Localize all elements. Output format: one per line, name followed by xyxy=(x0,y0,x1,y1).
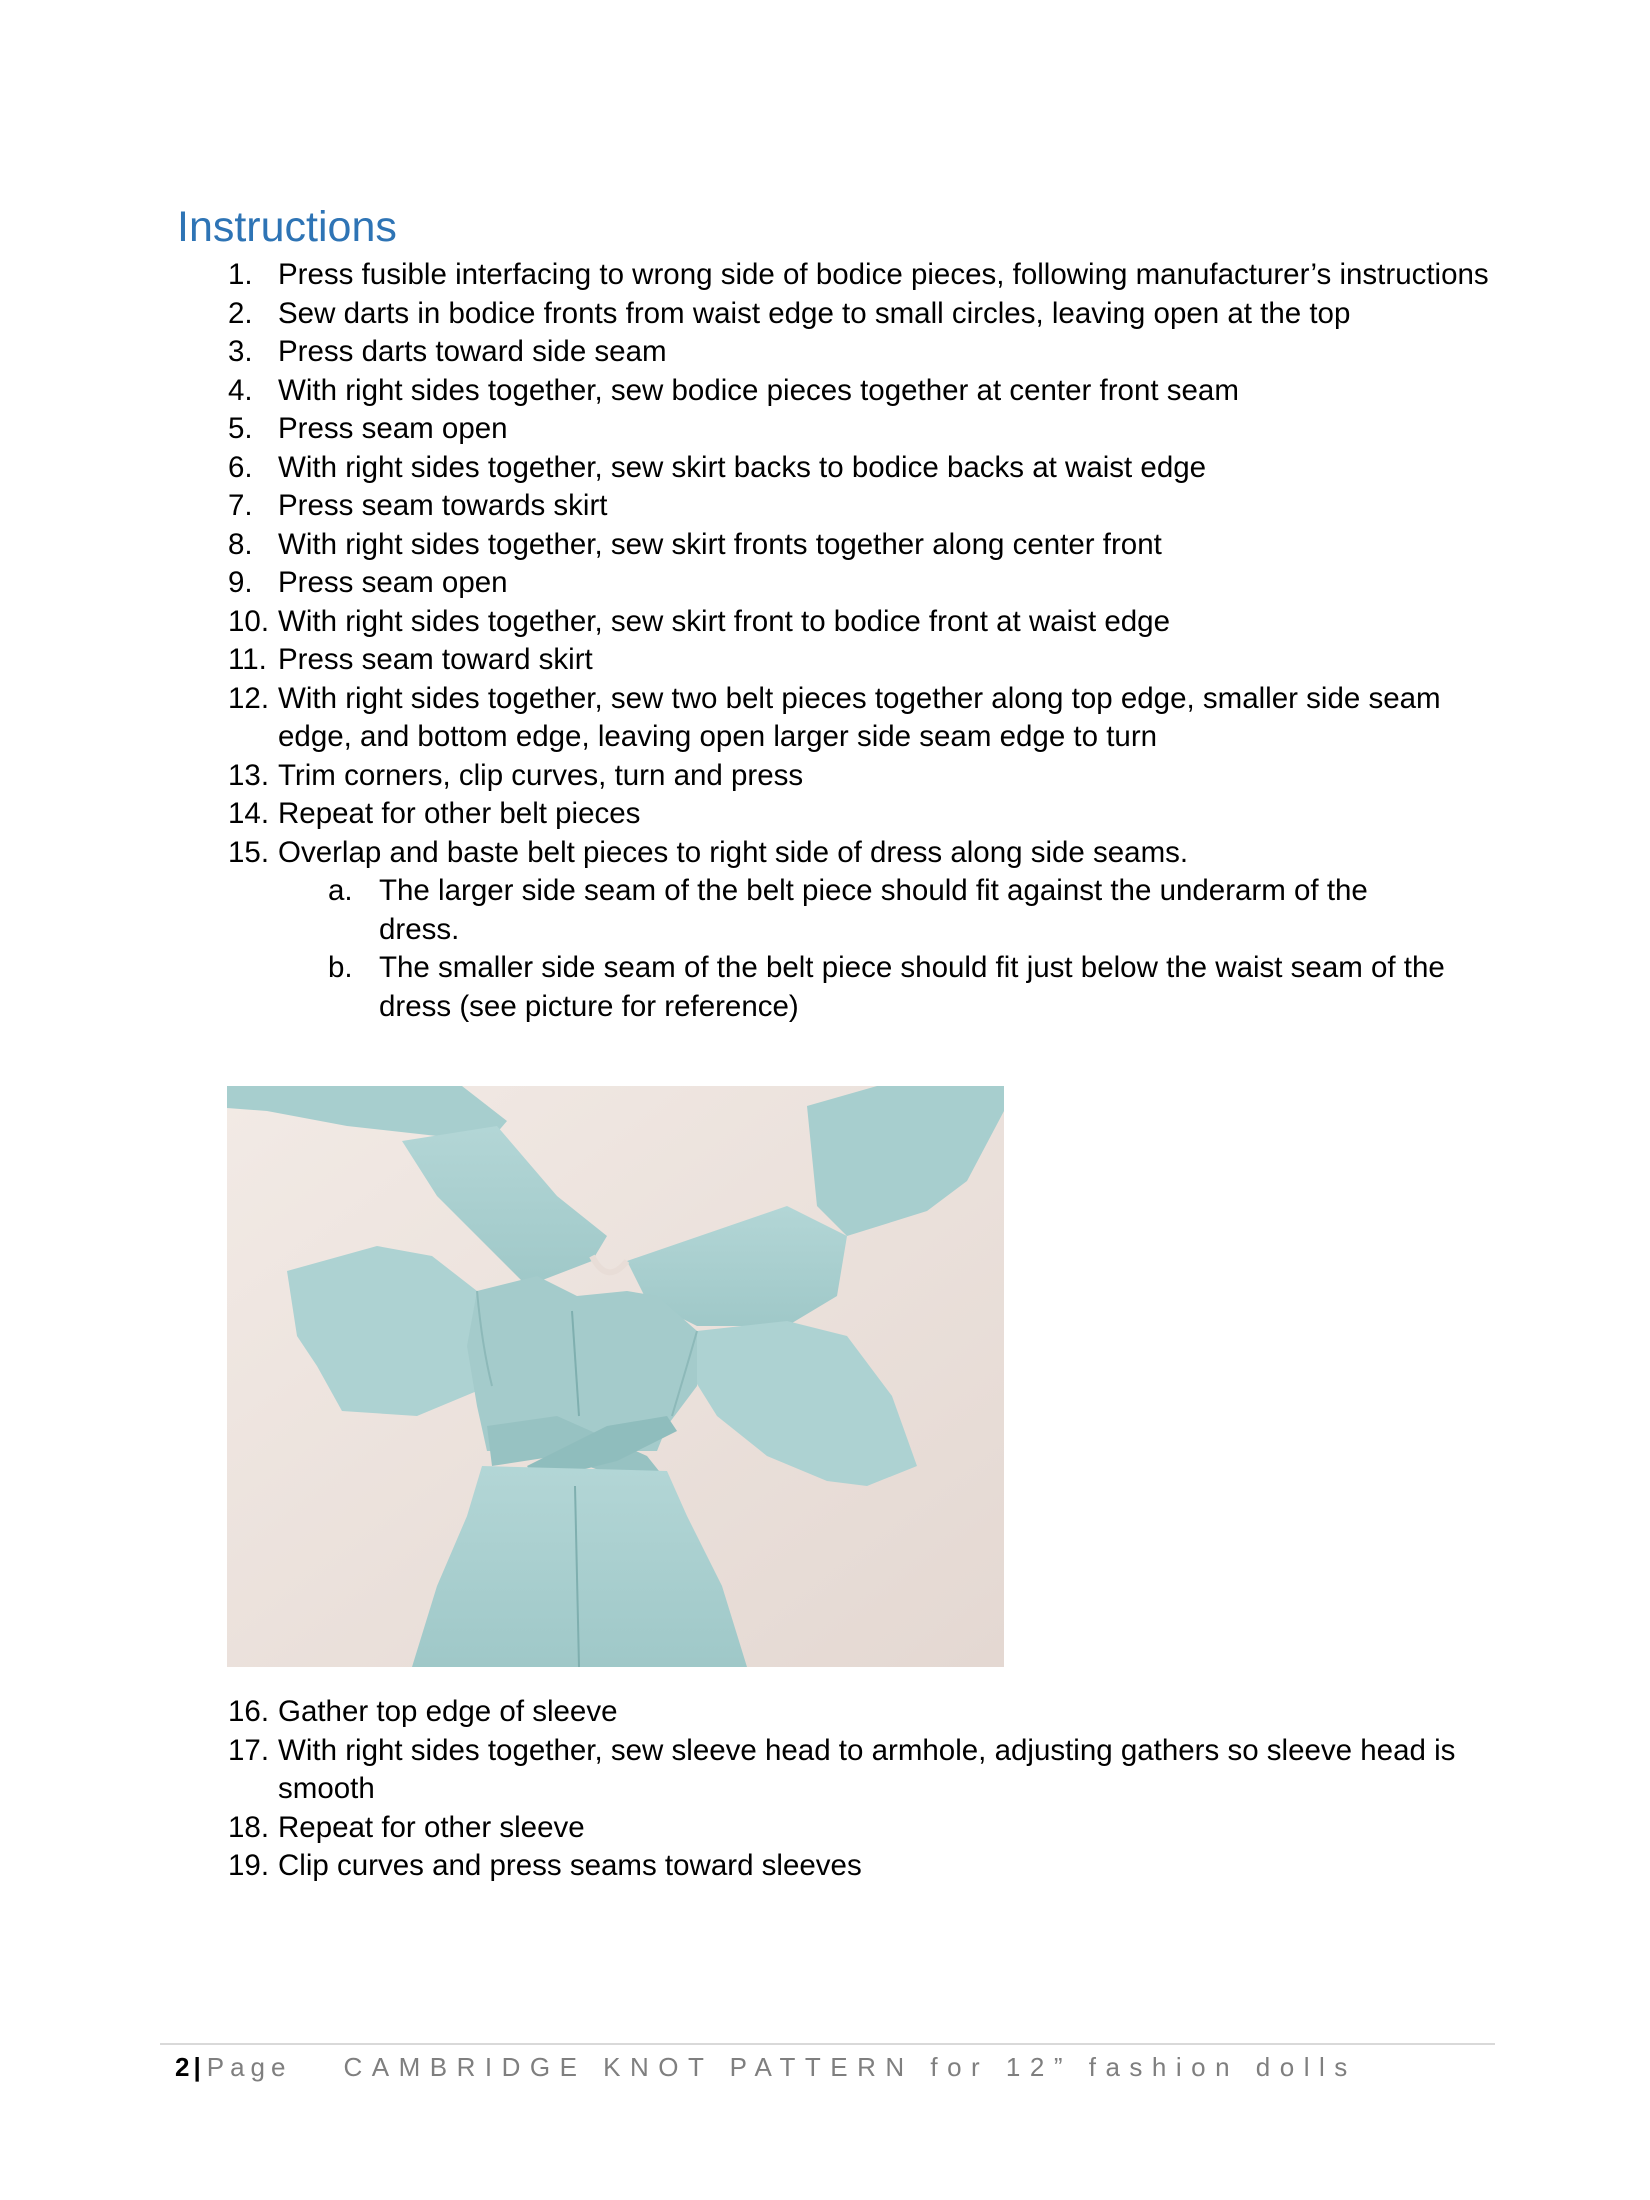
step-text: Gather top edge of sleeve xyxy=(278,1695,618,1728)
step-text: With right sides together, sew two belt pieces together along top edge, smaller side seam edge, and bottom edge, leaving open larger side seam edge to turn xyxy=(278,681,1441,753)
list-item xyxy=(0,256,1508,295)
list-item xyxy=(0,757,1508,796)
list-item xyxy=(0,333,1508,372)
step-text: With right sides together, sew bodice pieces together at center front seam xyxy=(278,373,1239,407)
list-item xyxy=(0,1693,1508,1732)
substep-letter: b. xyxy=(328,951,353,984)
step-number: 16. xyxy=(228,1695,270,1728)
list-item xyxy=(0,603,1508,642)
step-number: 6. xyxy=(228,450,253,484)
step-text: Sew darts in bodice fronts from waist edge to small circles, leaving open at the top xyxy=(278,296,1351,330)
step-text: Press seam towards skirt xyxy=(278,489,608,522)
instruction-list xyxy=(0,256,1650,1026)
list-item xyxy=(0,834,1508,873)
list-item xyxy=(0,295,1508,334)
substep-text: The larger side seam of the belt piece should fit against the underarm of the dress. xyxy=(379,874,1368,946)
step-number: 19. xyxy=(228,1849,270,1882)
step-text: Repeat for other sleeve xyxy=(278,1810,585,1844)
step-number: 11. xyxy=(228,643,267,676)
step-text: Overlap and baste belt pieces to right side of dress along side seams. xyxy=(278,835,1189,869)
list-item xyxy=(0,680,1508,757)
step-text: Press fusible interfacing to wrong side of bodice pieces, following manufacturer’s instructions xyxy=(278,258,1489,291)
sub-list-item xyxy=(0,949,1449,1026)
step-text: With right sides together, sew skirt front to bodice front at waist edge xyxy=(278,604,1170,638)
page-label: Page xyxy=(206,2052,292,2082)
step-text: Repeat for other belt pieces xyxy=(278,797,641,830)
step-number: 1. xyxy=(228,258,253,291)
instruction-list-continued xyxy=(0,1693,1650,1886)
step-number: 7. xyxy=(228,489,253,522)
list-item xyxy=(0,641,1508,680)
step-number: 18. xyxy=(228,1810,270,1844)
list-item xyxy=(0,1847,1508,1886)
step-number: 3. xyxy=(228,335,253,368)
list-item xyxy=(0,1809,1508,1848)
footer-separator: | xyxy=(193,2052,201,2082)
page-number: 2 xyxy=(175,2052,190,2082)
step-text: Press seam open xyxy=(278,566,508,599)
dress-photo xyxy=(227,1086,1004,1667)
list-item xyxy=(0,410,1508,449)
step-number: 13. xyxy=(228,758,270,792)
list-item xyxy=(0,487,1508,526)
step-text: Press seam toward skirt xyxy=(278,643,593,676)
substep-letter: a. xyxy=(328,874,353,907)
footer-divider xyxy=(160,2043,1495,2045)
step-text: With right sides together, sew skirt backs to bodice backs at waist edge xyxy=(278,450,1207,484)
list-item xyxy=(0,526,1508,565)
sub-list-item xyxy=(0,872,1449,949)
step-number: 8. xyxy=(228,527,253,561)
step-number: 2. xyxy=(228,296,253,330)
substep-text: The smaller side seam of the belt piece should fit just below the waist seam of the dress (see picture for reference) xyxy=(379,951,1445,1023)
section-heading: Instructions xyxy=(177,203,397,251)
step-number: 17. xyxy=(228,1733,270,1767)
step-text: With right sides together, sew sleeve head to armhole, adjusting gathers so sleeve head is smooth xyxy=(278,1733,1456,1805)
step-number: 15. xyxy=(228,835,270,869)
step-number: 10. xyxy=(228,604,270,638)
list-item xyxy=(0,449,1508,488)
step-number: 5. xyxy=(228,412,253,445)
step-text: Trim corners, clip curves, turn and press xyxy=(278,758,804,792)
step-text: Press seam open xyxy=(278,412,508,445)
step-text: Clip curves and press seams toward sleeves xyxy=(278,1849,862,1882)
list-item xyxy=(0,564,1508,603)
list-item xyxy=(0,795,1508,834)
step-number: 4. xyxy=(228,373,253,407)
list-item xyxy=(0,1732,1508,1809)
step-number: 12. xyxy=(228,681,270,715)
document-title: CAMBRIDGE KNOT PATTERN for 12” fashion dolls xyxy=(343,2052,1357,2082)
list-item xyxy=(0,372,1508,411)
page-footer xyxy=(175,2050,1357,2084)
step-text: Press darts toward side seam xyxy=(278,335,667,368)
step-text: With right sides together, sew skirt fronts together along center front xyxy=(278,527,1162,561)
step-number: 14. xyxy=(228,797,270,830)
step-number: 9. xyxy=(228,566,253,599)
